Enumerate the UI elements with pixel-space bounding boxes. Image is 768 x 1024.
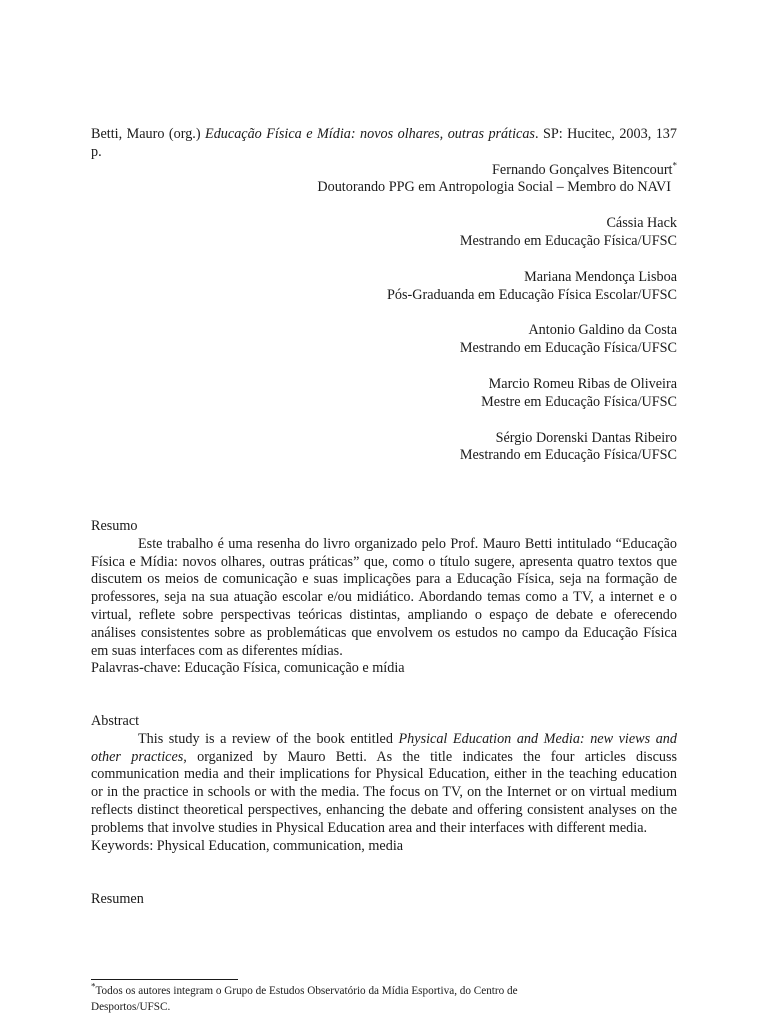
author-name: Marcio Romeu Ribas de Oliveira <box>488 375 677 392</box>
author-entry <box>91 322 677 358</box>
abstract-body-prefix: This study is a review of the book entitled <box>138 730 399 747</box>
author-affiliation: Doutorando PPG em Antropologia Social – Membro do NAVI <box>317 179 671 196</box>
author-affiliation: Mestrando em Educação Física/UFSC <box>459 340 677 357</box>
author-name: Sérgio Dorenski Dantas Ribeiro <box>495 429 677 446</box>
author-affiliation: Pós-Graduanda em Educação Física Escolar/UFSC <box>387 286 677 303</box>
resumo-heading: Resumo <box>91 518 138 534</box>
citation-book-title: Educação Física e Mídia: novos olhares, outras práticas <box>205 126 535 142</box>
author-affiliation: Mestre em Educação Física/UFSC <box>481 393 677 410</box>
citation-suffix: . SP: Hucitec, 2003, 137 p. <box>91 126 677 160</box>
author-entry <box>91 215 677 251</box>
abstract-section <box>91 713 677 855</box>
footnote-text: Todos os autores integram o Grupo de Estudos Observatório da Mídia Esportiva, do Centro de Desportos/UFSC. <box>91 985 518 1013</box>
author-name: Cássia Hack <box>606 215 677 232</box>
author-entry <box>91 159 677 198</box>
author-entry <box>91 269 677 305</box>
footnote-marker: * <box>91 981 96 992</box>
footnote-marker: * <box>672 159 677 170</box>
author-name: Mariana Mendonça Lisboa <box>524 268 677 285</box>
abstract-keywords: Keywords: Physical Education, communication, media <box>91 837 404 854</box>
abstract-heading: Abstract <box>91 713 140 729</box>
resumo-keywords: Palavras-chave: Educação Física, comunicação e mídia <box>91 660 405 677</box>
author-entry <box>91 376 677 412</box>
footnote-divider <box>91 979 238 980</box>
author-entry <box>91 430 677 466</box>
abstract-body <box>91 731 677 838</box>
author-list <box>91 159 677 466</box>
abstract-body-suffix: , organized by Mauro Betti. As the title indicates the four articles discuss communication media and their implications for Physical Education, either in the teaching education or in the practice in schools or with the media. The focus on TV, on the Internet or on virtual medium reflects distinct theoretical perspectives, enhancing the debate and offering consistent analyses on the problems that involve studies in Physical Education area and their interfaces with different media. <box>91 748 678 836</box>
header-section <box>91 126 677 465</box>
author-affiliation: Mestrando em Educação Física/UFSC <box>459 447 677 464</box>
resumo-body: Este trabalho é uma resenha do livro organizado pelo Prof. Mauro Betti intitulado “Educação Física e Mídia: novos olhares, outras práticas” que, como o título sugere, apresenta quatro textos que discutem os meios de comunicação e suas implicações para a Educação Física, seja na formação de professores, seja na sua atuação escolar e/ou midiático. Abordando temas como a TV, a internet e o virtual, reflete sobre perspectivas teóricas distintas, ampliando o espaço de debate e oferecendo análises consistentes sobre as problemáticas que envolvem os estudos no campo da Educação Física em suas interfaces com as diferentes mídias. <box>91 535 677 659</box>
abstract-book-title: Physical Education and Media: new views and other practices <box>91 730 677 765</box>
author-affiliation: Mestrando em Educação Física/UFSC <box>459 232 677 249</box>
resumen-section <box>91 891 677 909</box>
author-name: Antonio Galdino da Costa <box>528 322 677 339</box>
author-name: Fernando Gonçalves Bitencourt* <box>492 159 677 178</box>
citation-prefix: Betti, Mauro (org.) <box>91 126 206 142</box>
book-citation <box>91 126 677 162</box>
footnote <box>91 981 591 1015</box>
resumen-heading: Resumen <box>91 891 144 907</box>
resumo-section <box>91 518 677 678</box>
